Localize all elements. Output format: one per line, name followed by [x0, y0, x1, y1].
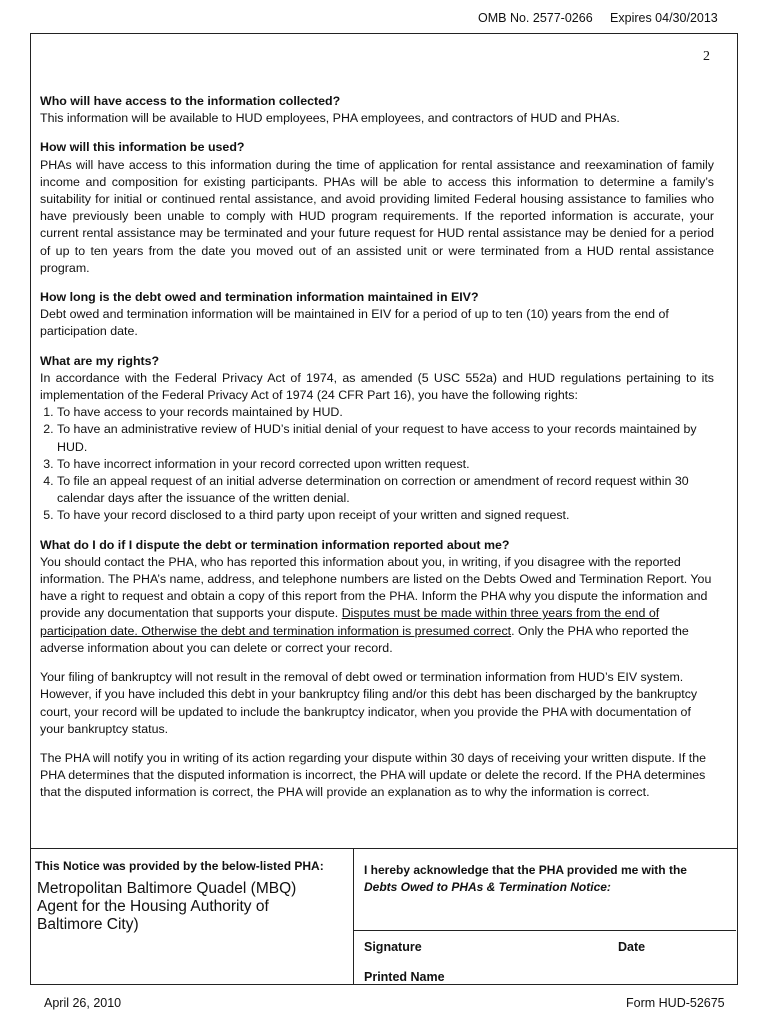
notification-text: The PHA will notify you in writing of its action regarding your dispute within 30 days of receiving your written dispute. If the PHA determines that the disputed information is incorrect, the PHA will update or delete the record. If the PHA determines that the disputed information is correct, the PHA will provide an explanation as to why the information is correct.: [40, 750, 706, 800]
expiration-date: Expires 04/30/2013: [610, 11, 718, 25]
rights-item: 1. To have access to your records maintained by HUD.: [57, 404, 714, 421]
section-rights: [40, 353, 714, 525]
dispute-deadline: Disputes must be made within three years from the end of participation date. Otherwise the debt and termination information is presumed correct: [40, 606, 660, 638]
signature-line: [354, 930, 736, 931]
form-number: Form HUD-52675: [626, 996, 725, 1010]
rights-item: 5. To have your record disclosed to a third party upon receipt of your written and signed request.: [57, 507, 714, 524]
signature-label: Signature: [364, 940, 422, 954]
acknowledgement-line: I hereby acknowledge that the PHA provided me with the: [364, 863, 687, 877]
pha-label: This Notice was provided by the below-listed PHA:: [35, 859, 324, 873]
section-dispute: [40, 537, 714, 657]
notice-body: [40, 93, 714, 814]
rights-list: [40, 404, 714, 524]
dispute-text-start: You should contact the PHA, who has reported this information about you, in writing, if you disagree with the reported information. The PHA’s name, address, and telephone numbers are listed on the Debts Owed and Termination Report. You have a right to request and obtain a copy of this report from the PHA. Inform the PHA why you dispute the information and provide any documentation that supports your dispute.: [40, 554, 712, 621]
rights-heading: What are my rights?: [40, 353, 160, 368]
footer-date: April 26, 2010: [44, 996, 122, 1010]
access-text: This information will be available to HUD employees, PHA employees, and contractors of HUD and PHAs.: [40, 111, 620, 126]
dispute-text: [40, 554, 714, 657]
access-heading: Who will have access to the information collected?: [40, 94, 341, 108]
omb-info: [478, 11, 718, 25]
section-use: [40, 139, 714, 277]
retention-text: Debt owed and termination information will be maintained in EIV for a period of up to ten (10) years from the end of participation date.: [40, 307, 669, 339]
section-access: [40, 93, 714, 127]
section-retention: [40, 289, 714, 341]
acknowledgement-notice-title: Debts Owed to PHAs & Termination Notice:: [364, 880, 611, 894]
use-text: PHAs will have access to this information during the time of application for rental assistance and reexamination of family income and composition for existing participants. PHAs will be able to access this information to determine a family’s suitability for initial or continued rental assistance, and avoid providing limited Federal housing assistance to families who have previously been unable to comply with HUD program requirements. If the reported information is accurate, your current rental assistance may be terminated and your future request for HUD rental assistance may be denied for a period of up to ten years from the date you moved out of an assisted unit or were terminated from a HUD rental assistance program.: [40, 157, 714, 275]
rights-item: 2. To have an administrative review of HUD’s initial denial of your request to have access to your records maintained by HUD.: [57, 421, 714, 455]
bankruptcy-text: Your filing of bankruptcy will not result in the removal of debt owed or termination information from HUD’s EIV system. However, if you have included this debt in your bankruptcy filing and/or this debt has been discharged by the bankruptcy court, your record will be updated to include the bankruptcy indicator, when you provide the PHA with documentation of your bankruptcy status.: [40, 670, 698, 736]
dispute-text-end: . Only the PHA who reported the adverse information about you can delete or correct your record.: [40, 623, 689, 655]
rights-item: 4. To file an appeal request of an initial adverse determination on correction or amendment of record request within 30 calendar days after the issuance of the written denial.: [57, 473, 714, 507]
retention-heading: How long is the debt owed and termination information maintained in EIV?: [40, 290, 479, 305]
omb-number: OMB No. 2577-0266: [478, 11, 593, 25]
printed-name-label: Printed Name: [364, 970, 445, 984]
dispute-heading: What do I do if I dispute the debt or termination information reported about me?: [40, 537, 510, 552]
notice-box-column-divider: [353, 848, 354, 985]
rights-item: 3. To have incorrect information in your record corrected upon written request.: [57, 456, 714, 473]
notice-box-divider: [30, 848, 738, 849]
use-heading: How will this information be used?: [40, 140, 245, 155]
pha-name: Metropolitan Baltimore Quadel (MBQ) Agent for the Housing Authority of Baltimore City): [37, 880, 297, 933]
date-label: Date: [618, 940, 646, 954]
acknowledgement: [364, 862, 687, 896]
page-number: 2: [703, 49, 710, 64]
rights-intro: In accordance with the Federal Privacy Act of 1974, as amended (5 USC 552a) and HUD regulations pertaining to its implementation of the Federal Privacy Act of 1974 (24 CFR Part 16), you have the following rights:: [40, 370, 714, 403]
